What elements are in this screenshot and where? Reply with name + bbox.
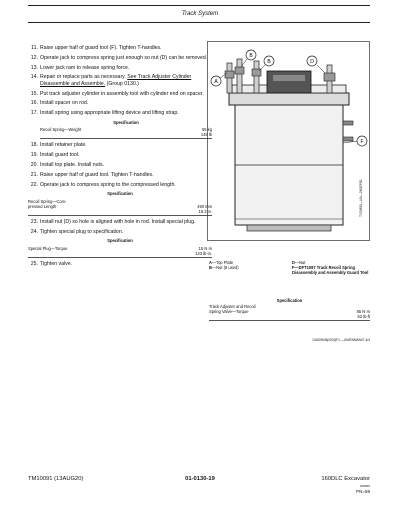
guard-tool-illustration xyxy=(207,41,370,241)
figure-guard-tool xyxy=(207,41,370,241)
svg-text:D: D xyxy=(310,59,314,65)
step-18 xyxy=(28,142,212,148)
step-text xyxy=(40,74,212,87)
spec-heading: Specification xyxy=(113,119,139,125)
step-text: Tighten special plug to specification. xyxy=(40,228,124,235)
callout-d xyxy=(307,56,325,73)
step-text: Lower jack ram to release spring force. xyxy=(40,64,130,71)
step-text: Tighten valve. xyxy=(40,260,73,267)
spec-label: Recoil Spring—Weight xyxy=(40,127,82,133)
spec-valve-torque xyxy=(209,296,370,324)
step-text-part: (Group 0130.) xyxy=(105,80,139,87)
step-23 xyxy=(28,219,212,225)
step-number: 21. xyxy=(30,171,38,178)
spec-compressed-length xyxy=(28,191,212,215)
spec-label: Track Adjuster and Recoil xyxy=(209,304,256,309)
spec-label: Recoil Spring—Com- xyxy=(28,198,67,204)
step-text: Install nut (D) so hole is aligned with hole in rod. Install special plug. xyxy=(40,218,196,225)
spec-value-imperial: 145 lb xyxy=(200,132,212,138)
procedure-steps xyxy=(28,45,212,271)
spec-label: Special Plug—Torque xyxy=(28,245,68,251)
spec-label: Spring Valve—Torque xyxy=(209,309,249,314)
figure-side-id: TY29631—UN—26SEP00 xyxy=(359,179,363,217)
header-bottom-rule xyxy=(28,22,370,23)
step-15 xyxy=(28,91,212,97)
step-text: Put track adjuster cylinder in assembly tool with cylinder end on spacer. xyxy=(40,90,204,97)
step-text-part: Repair or replace parts as necessary. xyxy=(40,74,128,81)
step-14 xyxy=(28,74,212,87)
spec-special-plug xyxy=(28,238,212,257)
spec-divider xyxy=(28,257,212,258)
step-22 xyxy=(28,182,212,188)
step-number: 14. xyxy=(30,74,38,81)
callout-b-right xyxy=(259,56,274,71)
page-header-title: Track System xyxy=(181,11,219,17)
step-11 xyxy=(28,45,212,51)
step-19 xyxy=(28,152,212,158)
spec-divider xyxy=(40,138,212,139)
step-24 xyxy=(28,229,212,235)
step-20 xyxy=(28,162,212,168)
footer-small-code: 020820 xyxy=(359,484,370,488)
legend-right xyxy=(292,260,370,275)
step-number: 20. xyxy=(30,161,38,168)
spec-heading: Specification xyxy=(276,298,303,303)
step-17 xyxy=(28,110,212,116)
svg-text:B: B xyxy=(249,53,253,59)
step-text: Install retainer plate. xyxy=(40,142,87,149)
step-text: Operate jack to compress spring to the compressed length. xyxy=(40,181,176,188)
spec-value-imperial: 63 lb-ft xyxy=(357,314,370,319)
step-text: Install guard tool. xyxy=(40,152,80,159)
spec-value-imperial: 133 lb-in. xyxy=(195,250,212,256)
spec-value-metric: 65 kg xyxy=(201,127,212,133)
step-number: 25. xyxy=(30,260,38,267)
step-text: Operate jack to compress spring just enough so nut (D) can be removed. xyxy=(40,54,208,61)
spec-divider xyxy=(209,320,370,321)
step-12 xyxy=(28,55,212,61)
legend-text: DFT1097 Track Recoil Spring Disassembly and Assembly Guard Tool xyxy=(292,265,369,275)
footer-doc-id: TM10091 (13AUG20) xyxy=(28,476,84,482)
spec-value-imperial: 19.3 in. xyxy=(198,208,212,214)
legend-item-d: D—Nut xyxy=(292,260,306,265)
step-number: 19. xyxy=(30,152,38,159)
step-text: Install spacer on rod. xyxy=(40,100,89,107)
step-16 xyxy=(28,100,212,106)
cross-reference-link[interactable]: See Track Adjuster Cylinder Disassemble and Assemble. xyxy=(40,74,192,87)
legend-item-b: B—Nut (8 used) xyxy=(209,265,239,270)
legend-item-a: A—Top Plate xyxy=(209,260,234,265)
spec-heading: Specification xyxy=(107,238,133,244)
svg-text:B: B xyxy=(267,59,271,65)
figure-caption-id: GUID9646|0002|F1 —UN/ENMAN07-4/4 xyxy=(312,338,370,342)
step-number: 22. xyxy=(30,181,38,188)
footer-pn: PN=59 xyxy=(356,489,370,494)
step-21 xyxy=(28,172,212,178)
legend-left xyxy=(209,260,279,270)
spec-value-metric: 85 N·m xyxy=(356,309,370,314)
svg-text:A: A xyxy=(214,79,218,85)
step-25 xyxy=(28,261,212,267)
step-text: Install top plate. Install nuts. xyxy=(40,161,105,168)
step-number: 16. xyxy=(30,100,38,107)
spec-value-metric: 15 N·m xyxy=(198,245,212,251)
step-number: 13. xyxy=(30,64,38,71)
step-text: Raise upper half of guard tool (F). Tighten T-handles. xyxy=(40,45,162,51)
spec-spring-weight xyxy=(40,120,212,139)
footer-model: 160DLC Excavator xyxy=(321,476,370,482)
legend-text: Nut (8 used) xyxy=(216,265,239,270)
step-number: 24. xyxy=(30,228,38,235)
header-top-rule xyxy=(28,5,370,6)
spec-value-metric: 490 mm xyxy=(197,203,212,209)
step-text: Raise upper half of guard tool. Tighten T-handles. xyxy=(40,171,154,178)
step-number: 11. xyxy=(31,45,38,51)
step-number: 23. xyxy=(30,218,38,225)
footer-page-ref: 01-0130-19 xyxy=(185,476,215,482)
legend-item-f: F—DFT1097 Track Recoil Spring Disassembly and Assembly Guard Tool xyxy=(292,265,369,275)
step-13 xyxy=(28,65,212,71)
legend-text: Top Plate xyxy=(216,260,234,265)
legend-text: Nut xyxy=(299,260,306,265)
step-number: 12. xyxy=(30,54,38,61)
step-text: Install spring using appropriate lifting device and lifting strap. xyxy=(40,110,179,117)
step-number: 18. xyxy=(30,142,38,149)
spec-heading: Specification xyxy=(107,191,133,197)
svg-text:F: F xyxy=(360,139,364,145)
step-number: 17. xyxy=(30,110,38,117)
spec-label: pressed Length xyxy=(28,203,57,209)
step-number: 15. xyxy=(30,90,38,97)
spec-divider xyxy=(28,215,212,216)
callout-a xyxy=(211,73,227,86)
